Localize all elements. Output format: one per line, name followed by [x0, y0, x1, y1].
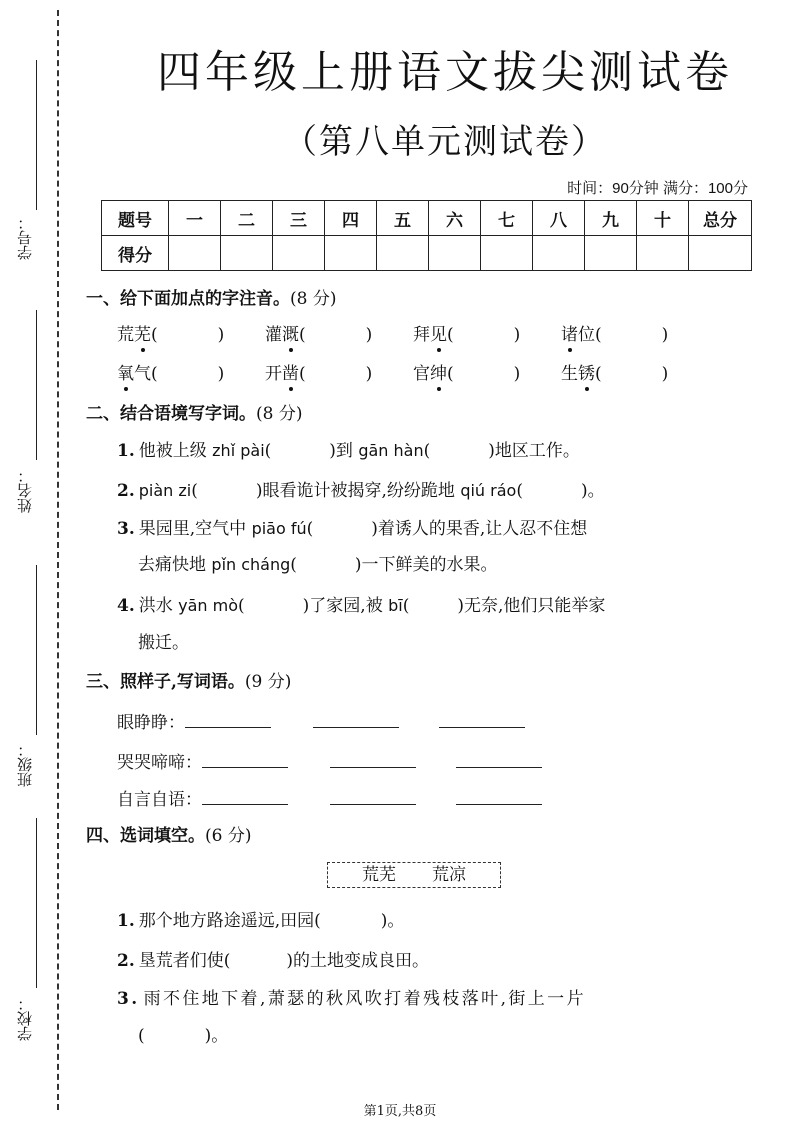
item-text: (: [151, 325, 158, 345]
score-header-cell: 六: [429, 201, 481, 236]
pinyin-item: [265, 320, 372, 345]
question-number: 4.: [117, 596, 135, 616]
question-text: )无奈,他们只能举家: [457, 596, 606, 616]
pinyin: pǐn cháng: [211, 555, 291, 574]
example-word: 哭哭啼啼：: [117, 753, 202, 773]
dotted-char: 溉: [282, 320, 299, 345]
choice-word: 荒凉: [432, 865, 466, 885]
open-paren: (: [306, 519, 314, 539]
answer-line[interactable]: [456, 751, 542, 768]
dotted-char: 诸: [561, 320, 578, 345]
score-cell[interactable]: [429, 236, 481, 271]
question-4-1: [117, 906, 404, 931]
binding-dashed-line: [57, 10, 59, 1110]
question-text: )。: [204, 1026, 229, 1046]
pinyin-item: [117, 320, 224, 345]
item-text: 灌: [265, 325, 282, 345]
question-4-3-cont: [138, 1021, 228, 1046]
section-points: (9 分): [244, 672, 292, 692]
score-header-cell: 四: [325, 201, 377, 236]
question-2-4: [117, 591, 605, 616]
name-line: [36, 310, 37, 460]
exam-meta: 时间：90分钟 满分：100分: [567, 180, 748, 197]
pinyin-item: [117, 359, 224, 384]
item-text: 官: [413, 364, 430, 384]
pinyin-item: [413, 359, 520, 384]
question-text: )的土地变成良田。: [286, 951, 430, 971]
answer-line[interactable]: [456, 788, 542, 805]
section-1-title: [86, 284, 336, 309]
score-cell[interactable]: [585, 236, 637, 271]
pinyin-item: [561, 359, 668, 384]
question-text: )地区工作。: [488, 441, 580, 461]
close-paren: ): [365, 325, 373, 345]
close-paren: ): [217, 364, 225, 384]
class-label: 班级：: [16, 742, 34, 787]
score-header-cell: 八: [533, 201, 585, 236]
word-row: [117, 785, 542, 810]
score-cell[interactable]: [637, 236, 689, 271]
section-points: (6 分): [205, 826, 252, 846]
score-table: [101, 200, 752, 271]
word-row: [117, 708, 525, 733]
question-text: )。: [580, 481, 605, 501]
class-line: [36, 565, 37, 735]
close-paren: ): [217, 325, 225, 345]
item-text: 荒: [117, 325, 134, 345]
pinyin: piāo fú: [251, 519, 307, 538]
open-paren: (: [290, 555, 297, 575]
score-cell[interactable]: [273, 236, 325, 271]
score-cell[interactable]: [533, 236, 585, 271]
dotted-char: 见: [430, 320, 447, 345]
answer-line[interactable]: [313, 711, 399, 728]
item-text: (: [299, 325, 306, 345]
pinyin: qiú ráo: [460, 481, 517, 500]
question-text: )到: [329, 441, 353, 461]
question-2-2: [117, 476, 605, 501]
question-text: 果园里,空气中: [138, 519, 247, 539]
section-title-text: 一、给下面加点的字注音。: [86, 289, 290, 309]
item-text: 位(: [578, 325, 602, 345]
close-paren: ): [365, 364, 373, 384]
item-text: 生: [561, 364, 578, 384]
answer-line[interactable]: [439, 711, 525, 728]
word-choice-box: [327, 862, 501, 888]
question-number: 3.: [117, 989, 140, 1009]
score-cell[interactable]: [221, 236, 273, 271]
page-subtitle: （第八单元测试卷）: [283, 122, 607, 162]
student-number-line: [36, 60, 37, 210]
open-paren: (: [402, 596, 410, 616]
question-text: )了家园,被: [302, 596, 383, 616]
score-table-score-row: [102, 236, 752, 271]
pinyin: bī: [388, 596, 403, 615]
question-text: )一下鲜美的水果。: [354, 555, 498, 575]
section-title-text: 四、选词填空。: [86, 826, 205, 846]
question-number: 1.: [117, 441, 135, 461]
pinyin: gān hàn: [358, 441, 424, 460]
answer-line[interactable]: [202, 788, 288, 805]
question-4-3: [117, 984, 586, 1009]
open-paren: (: [516, 481, 523, 501]
item-text: 开: [265, 364, 282, 384]
item-text: (: [595, 364, 602, 384]
section-title-text: 三、照样子,写词语。: [86, 672, 245, 692]
score-cell[interactable]: [325, 236, 377, 271]
score-row-label: 得分: [102, 236, 169, 271]
pinyin-item: [561, 320, 668, 345]
open-paren: (: [138, 1026, 145, 1046]
question-text: 那个地方路途遥远,田园(: [138, 911, 321, 931]
school-line: [36, 818, 37, 988]
pinyin: yān mò: [178, 596, 239, 615]
question-text: )。: [380, 911, 405, 931]
section-4-title: [86, 821, 251, 846]
dotted-char: 氧: [117, 359, 134, 384]
question-2-3: [117, 514, 587, 539]
dotted-char: 锈: [578, 359, 595, 384]
section-2-title: [86, 399, 302, 424]
question-text: )眼看诡计被揭穿,纷纷跪地: [255, 481, 455, 501]
page-title: 四年级上册语文拔尖测试卷: [157, 47, 733, 98]
open-paren: (: [191, 481, 198, 501]
pinyin-item: [265, 359, 372, 384]
score-header-cell: 五: [377, 201, 429, 236]
question-4-2: [117, 946, 429, 971]
question-text: )着诱人的果香,让人忍不住想: [371, 519, 588, 539]
name-label: 姓名：: [16, 468, 34, 513]
score-header-cell: 总分: [689, 201, 752, 236]
answer-line[interactable]: [330, 751, 416, 768]
question-text: 他被上级: [138, 441, 207, 461]
open-paren: (: [264, 441, 272, 461]
item-text: (: [447, 325, 454, 345]
page-footer: 第1页,共8页: [363, 1104, 437, 1119]
score-cell[interactable]: [481, 236, 533, 271]
school-label: 学校：: [16, 996, 34, 1041]
section-3-title: [86, 667, 291, 692]
score-table-header-row: [102, 201, 752, 236]
question-2-3-cont: [138, 550, 498, 575]
question-number: 2.: [117, 481, 135, 501]
example-word: 自言自语：: [117, 790, 202, 810]
item-text: 气(: [134, 364, 158, 384]
close-paren: ): [661, 364, 669, 384]
score-cell[interactable]: [169, 236, 221, 271]
answer-line[interactable]: [330, 788, 416, 805]
question-number: 1.: [117, 911, 135, 931]
pinyin: zhǐ pài: [212, 441, 265, 460]
choice-word: 荒芜: [362, 865, 396, 885]
example-word: 眼睁睁：: [117, 713, 185, 733]
answer-line[interactable]: [185, 711, 271, 728]
score-header-cell: 题号: [102, 201, 169, 236]
item-text: (: [299, 364, 306, 384]
score-header-cell: 十: [637, 201, 689, 236]
item-text: 拜: [413, 325, 430, 345]
score-header-cell: 三: [273, 201, 325, 236]
open-paren: (: [423, 441, 431, 461]
dotted-char: 凿: [282, 359, 299, 384]
dotted-char: 绅: [430, 359, 447, 384]
answer-line[interactable]: [202, 751, 288, 768]
close-paren: ): [513, 325, 521, 345]
score-header-cell: 二: [221, 201, 273, 236]
word-row: [117, 748, 542, 773]
section-title-text: 二、结合语境写字词。: [86, 404, 256, 424]
score-cell[interactable]: [689, 236, 752, 271]
question-text: 垦荒者们使(: [138, 951, 231, 971]
question-number: 2.: [117, 951, 135, 971]
pinyin-item: [413, 320, 520, 345]
open-paren: (: [238, 596, 245, 616]
close-paren: ): [513, 364, 521, 384]
question-text: 雨不住地下着,萧瑟的秋风吹打着残枝落叶,街上一片: [143, 989, 586, 1009]
question-2-1: [117, 436, 580, 461]
question-text: 洪水: [138, 596, 173, 616]
section-points: (8 分): [290, 289, 337, 309]
score-header-cell: 七: [481, 201, 533, 236]
dotted-char: 芜: [134, 320, 151, 345]
question-number: 3.: [117, 519, 135, 539]
section-points: (8 分): [256, 404, 303, 424]
question-2-4-cont: 搬迁。: [138, 633, 189, 653]
item-text: (: [447, 364, 454, 384]
student-number-label: 学号：: [16, 215, 34, 260]
pinyin: piàn zi: [138, 481, 192, 500]
close-paren: ): [661, 325, 669, 345]
question-text: 去痛快地: [138, 555, 206, 575]
score-header-cell: 一: [169, 201, 221, 236]
score-cell[interactable]: [377, 236, 429, 271]
score-header-cell: 九: [585, 201, 637, 236]
